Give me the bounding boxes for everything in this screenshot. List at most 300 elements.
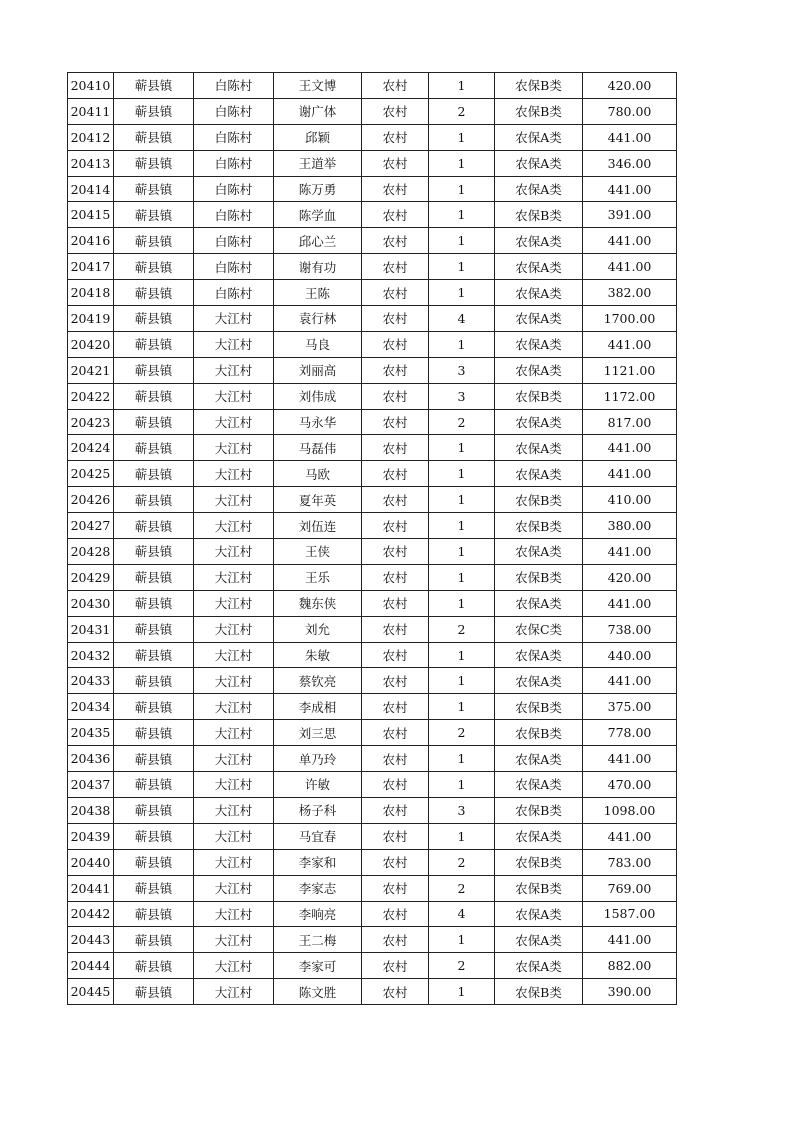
household-count-cell: 1 bbox=[429, 772, 495, 798]
insurance-category-cell: 农保A类 bbox=[495, 823, 583, 849]
amount-cell: 780.00 bbox=[583, 98, 677, 124]
serial-number-cell: 20444 bbox=[68, 953, 114, 979]
household-count-cell: 4 bbox=[429, 306, 495, 332]
table-row bbox=[68, 176, 677, 202]
table-row bbox=[68, 254, 677, 280]
area-type-cell: 农村 bbox=[362, 616, 429, 642]
household-count-cell: 1 bbox=[429, 202, 495, 228]
household-count-cell: 1 bbox=[429, 176, 495, 202]
household-count-cell: 1 bbox=[429, 927, 495, 953]
town-cell: 蕲县镇 bbox=[114, 616, 194, 642]
household-count-cell: 1 bbox=[429, 539, 495, 565]
name-cell: 李家志 bbox=[274, 875, 362, 901]
village-cell: 大江村 bbox=[194, 694, 274, 720]
name-cell: 王侠 bbox=[274, 539, 362, 565]
table-row bbox=[68, 383, 677, 409]
village-cell: 大江村 bbox=[194, 306, 274, 332]
amount-cell: 778.00 bbox=[583, 720, 677, 746]
town-cell: 蕲县镇 bbox=[114, 953, 194, 979]
household-count-cell: 1 bbox=[429, 254, 495, 280]
town-cell: 蕲县镇 bbox=[114, 823, 194, 849]
name-cell: 许敏 bbox=[274, 772, 362, 798]
serial-number-cell: 20424 bbox=[68, 435, 114, 461]
area-type-cell: 农村 bbox=[362, 849, 429, 875]
table-row bbox=[68, 849, 677, 875]
serial-number-cell: 20442 bbox=[68, 901, 114, 927]
area-type-cell: 农村 bbox=[362, 797, 429, 823]
household-count-cell: 1 bbox=[429, 435, 495, 461]
name-cell: 王乐 bbox=[274, 564, 362, 590]
insurance-category-cell: 农保A类 bbox=[495, 357, 583, 383]
insurance-category-cell: 农保A类 bbox=[495, 461, 583, 487]
town-cell: 蕲县镇 bbox=[114, 979, 194, 1005]
serial-number-cell: 20445 bbox=[68, 979, 114, 1005]
area-type-cell: 农村 bbox=[362, 487, 429, 513]
table-row bbox=[68, 280, 677, 306]
table-row bbox=[68, 409, 677, 435]
area-type-cell: 农村 bbox=[362, 979, 429, 1005]
table-row bbox=[68, 720, 677, 746]
insurance-category-cell: 农保A类 bbox=[495, 409, 583, 435]
household-count-cell: 1 bbox=[429, 150, 495, 176]
village-cell: 白陈村 bbox=[194, 176, 274, 202]
household-count-cell: 1 bbox=[429, 642, 495, 668]
insurance-category-cell: 农保B类 bbox=[495, 202, 583, 228]
amount-cell: 441.00 bbox=[583, 124, 677, 150]
household-count-cell: 1 bbox=[429, 746, 495, 772]
name-cell: 李响亮 bbox=[274, 901, 362, 927]
table-row bbox=[68, 642, 677, 668]
village-cell: 白陈村 bbox=[194, 124, 274, 150]
village-cell: 白陈村 bbox=[194, 280, 274, 306]
serial-number-cell: 20419 bbox=[68, 306, 114, 332]
serial-number-cell: 20427 bbox=[68, 513, 114, 539]
area-type-cell: 农村 bbox=[362, 331, 429, 357]
insurance-category-cell: 农保B类 bbox=[495, 797, 583, 823]
area-type-cell: 农村 bbox=[362, 875, 429, 901]
table-row bbox=[68, 616, 677, 642]
insurance-category-cell: 农保B类 bbox=[495, 875, 583, 901]
serial-number-cell: 20416 bbox=[68, 228, 114, 254]
amount-cell: 441.00 bbox=[583, 590, 677, 616]
insurance-category-cell: 农保A类 bbox=[495, 539, 583, 565]
serial-number-cell: 20429 bbox=[68, 564, 114, 590]
town-cell: 蕲县镇 bbox=[114, 513, 194, 539]
serial-number-cell: 20411 bbox=[68, 98, 114, 124]
name-cell: 邱颖 bbox=[274, 124, 362, 150]
insurance-category-cell: 农保C类 bbox=[495, 616, 583, 642]
records-table bbox=[67, 72, 677, 1005]
table-row bbox=[68, 357, 677, 383]
town-cell: 蕲县镇 bbox=[114, 668, 194, 694]
household-count-cell: 1 bbox=[429, 979, 495, 1005]
household-count-cell: 4 bbox=[429, 901, 495, 927]
insurance-category-cell: 农保B类 bbox=[495, 487, 583, 513]
area-type-cell: 农村 bbox=[362, 280, 429, 306]
table-row bbox=[68, 73, 677, 99]
table-row bbox=[68, 694, 677, 720]
insurance-category-cell: 农保B类 bbox=[495, 979, 583, 1005]
amount-cell: 817.00 bbox=[583, 409, 677, 435]
village-cell: 大江村 bbox=[194, 590, 274, 616]
records-table-body bbox=[68, 73, 677, 1005]
insurance-category-cell: 农保B类 bbox=[495, 383, 583, 409]
amount-cell: 440.00 bbox=[583, 642, 677, 668]
amount-cell: 382.00 bbox=[583, 280, 677, 306]
household-count-cell: 1 bbox=[429, 668, 495, 694]
town-cell: 蕲县镇 bbox=[114, 746, 194, 772]
amount-cell: 1172.00 bbox=[583, 383, 677, 409]
insurance-category-cell: 农保A类 bbox=[495, 306, 583, 332]
serial-number-cell: 20441 bbox=[68, 875, 114, 901]
area-type-cell: 农村 bbox=[362, 823, 429, 849]
area-type-cell: 农村 bbox=[362, 98, 429, 124]
name-cell: 马宜春 bbox=[274, 823, 362, 849]
village-cell: 大江村 bbox=[194, 331, 274, 357]
table-row bbox=[68, 797, 677, 823]
village-cell: 白陈村 bbox=[194, 228, 274, 254]
name-cell: 邱心兰 bbox=[274, 228, 362, 254]
household-count-cell: 1 bbox=[429, 280, 495, 306]
village-cell: 大江村 bbox=[194, 513, 274, 539]
table-row bbox=[68, 901, 677, 927]
amount-cell: 441.00 bbox=[583, 176, 677, 202]
town-cell: 蕲县镇 bbox=[114, 150, 194, 176]
name-cell: 刘允 bbox=[274, 616, 362, 642]
household-count-cell: 3 bbox=[429, 383, 495, 409]
village-cell: 大江村 bbox=[194, 409, 274, 435]
household-count-cell: 1 bbox=[429, 823, 495, 849]
village-cell: 大江村 bbox=[194, 901, 274, 927]
village-cell: 大江村 bbox=[194, 461, 274, 487]
area-type-cell: 农村 bbox=[362, 590, 429, 616]
name-cell: 陈文胜 bbox=[274, 979, 362, 1005]
household-count-cell: 2 bbox=[429, 720, 495, 746]
area-type-cell: 农村 bbox=[362, 746, 429, 772]
area-type-cell: 农村 bbox=[362, 927, 429, 953]
town-cell: 蕲县镇 bbox=[114, 901, 194, 927]
area-type-cell: 农村 bbox=[362, 409, 429, 435]
name-cell: 谢有功 bbox=[274, 254, 362, 280]
household-count-cell: 1 bbox=[429, 73, 495, 99]
insurance-category-cell: 农保A类 bbox=[495, 953, 583, 979]
amount-cell: 441.00 bbox=[583, 331, 677, 357]
village-cell: 白陈村 bbox=[194, 202, 274, 228]
amount-cell: 375.00 bbox=[583, 694, 677, 720]
village-cell: 大江村 bbox=[194, 746, 274, 772]
name-cell: 马永华 bbox=[274, 409, 362, 435]
serial-number-cell: 20433 bbox=[68, 668, 114, 694]
insurance-category-cell: 农保B类 bbox=[495, 849, 583, 875]
area-type-cell: 农村 bbox=[362, 254, 429, 280]
area-type-cell: 农村 bbox=[362, 772, 429, 798]
amount-cell: 882.00 bbox=[583, 953, 677, 979]
table-row bbox=[68, 927, 677, 953]
name-cell: 陈学血 bbox=[274, 202, 362, 228]
town-cell: 蕲县镇 bbox=[114, 176, 194, 202]
table-row bbox=[68, 875, 677, 901]
insurance-category-cell: 农保A类 bbox=[495, 150, 583, 176]
amount-cell: 1121.00 bbox=[583, 357, 677, 383]
insurance-category-cell: 农保A类 bbox=[495, 228, 583, 254]
area-type-cell: 农村 bbox=[362, 435, 429, 461]
name-cell: 王二梅 bbox=[274, 927, 362, 953]
household-count-cell: 2 bbox=[429, 98, 495, 124]
village-cell: 大江村 bbox=[194, 979, 274, 1005]
village-cell: 白陈村 bbox=[194, 73, 274, 99]
table-row bbox=[68, 772, 677, 798]
town-cell: 蕲县镇 bbox=[114, 797, 194, 823]
insurance-category-cell: 农保B类 bbox=[495, 513, 583, 539]
insurance-category-cell: 农保A类 bbox=[495, 746, 583, 772]
town-cell: 蕲县镇 bbox=[114, 383, 194, 409]
serial-number-cell: 20413 bbox=[68, 150, 114, 176]
amount-cell: 1098.00 bbox=[583, 797, 677, 823]
name-cell: 袁行林 bbox=[274, 306, 362, 332]
table-row bbox=[68, 668, 677, 694]
name-cell: 李家和 bbox=[274, 849, 362, 875]
village-cell: 大江村 bbox=[194, 875, 274, 901]
serial-number-cell: 20436 bbox=[68, 746, 114, 772]
insurance-category-cell: 农保A类 bbox=[495, 642, 583, 668]
insurance-category-cell: 农保A类 bbox=[495, 590, 583, 616]
name-cell: 魏东侠 bbox=[274, 590, 362, 616]
town-cell: 蕲县镇 bbox=[114, 875, 194, 901]
village-cell: 大江村 bbox=[194, 797, 274, 823]
amount-cell: 1700.00 bbox=[583, 306, 677, 332]
amount-cell: 441.00 bbox=[583, 823, 677, 849]
area-type-cell: 农村 bbox=[362, 176, 429, 202]
town-cell: 蕲县镇 bbox=[114, 927, 194, 953]
amount-cell: 441.00 bbox=[583, 746, 677, 772]
village-cell: 大江村 bbox=[194, 927, 274, 953]
town-cell: 蕲县镇 bbox=[114, 254, 194, 280]
insurance-category-cell: 农保A类 bbox=[495, 254, 583, 280]
name-cell: 王道举 bbox=[274, 150, 362, 176]
household-count-cell: 1 bbox=[429, 590, 495, 616]
serial-number-cell: 20410 bbox=[68, 73, 114, 99]
town-cell: 蕲县镇 bbox=[114, 720, 194, 746]
table-row bbox=[68, 98, 677, 124]
household-count-cell: 1 bbox=[429, 331, 495, 357]
name-cell: 马欧 bbox=[274, 461, 362, 487]
insurance-category-cell: 农保A类 bbox=[495, 772, 583, 798]
village-cell: 大江村 bbox=[194, 357, 274, 383]
serial-number-cell: 20437 bbox=[68, 772, 114, 798]
amount-cell: 441.00 bbox=[583, 254, 677, 280]
serial-number-cell: 20435 bbox=[68, 720, 114, 746]
household-count-cell: 2 bbox=[429, 953, 495, 979]
name-cell: 杨子科 bbox=[274, 797, 362, 823]
table-row bbox=[68, 306, 677, 332]
insurance-category-cell: 农保A类 bbox=[495, 927, 583, 953]
area-type-cell: 农村 bbox=[362, 668, 429, 694]
name-cell: 谢广体 bbox=[274, 98, 362, 124]
table-row bbox=[68, 823, 677, 849]
household-count-cell: 3 bbox=[429, 797, 495, 823]
serial-number-cell: 20426 bbox=[68, 487, 114, 513]
village-cell: 大江村 bbox=[194, 383, 274, 409]
amount-cell: 769.00 bbox=[583, 875, 677, 901]
insurance-category-cell: 农保B类 bbox=[495, 694, 583, 720]
table-row bbox=[68, 590, 677, 616]
village-cell: 大江村 bbox=[194, 435, 274, 461]
table-row bbox=[68, 202, 677, 228]
serial-number-cell: 20432 bbox=[68, 642, 114, 668]
serial-number-cell: 20440 bbox=[68, 849, 114, 875]
town-cell: 蕲县镇 bbox=[114, 331, 194, 357]
town-cell: 蕲县镇 bbox=[114, 435, 194, 461]
village-cell: 大江村 bbox=[194, 487, 274, 513]
amount-cell: 441.00 bbox=[583, 228, 677, 254]
insurance-category-cell: 农保A类 bbox=[495, 668, 583, 694]
town-cell: 蕲县镇 bbox=[114, 98, 194, 124]
amount-cell: 441.00 bbox=[583, 461, 677, 487]
town-cell: 蕲县镇 bbox=[114, 461, 194, 487]
area-type-cell: 农村 bbox=[362, 642, 429, 668]
area-type-cell: 农村 bbox=[362, 357, 429, 383]
town-cell: 蕲县镇 bbox=[114, 306, 194, 332]
name-cell: 王文博 bbox=[274, 73, 362, 99]
serial-number-cell: 20417 bbox=[68, 254, 114, 280]
village-cell: 大江村 bbox=[194, 849, 274, 875]
town-cell: 蕲县镇 bbox=[114, 772, 194, 798]
table-row bbox=[68, 228, 677, 254]
town-cell: 蕲县镇 bbox=[114, 124, 194, 150]
amount-cell: 346.00 bbox=[583, 150, 677, 176]
serial-number-cell: 20422 bbox=[68, 383, 114, 409]
serial-number-cell: 20425 bbox=[68, 461, 114, 487]
household-count-cell: 1 bbox=[429, 461, 495, 487]
village-cell: 大江村 bbox=[194, 616, 274, 642]
amount-cell: 1587.00 bbox=[583, 901, 677, 927]
area-type-cell: 农村 bbox=[362, 539, 429, 565]
name-cell: 王陈 bbox=[274, 280, 362, 306]
village-cell: 白陈村 bbox=[194, 150, 274, 176]
village-cell: 大江村 bbox=[194, 720, 274, 746]
town-cell: 蕲县镇 bbox=[114, 228, 194, 254]
serial-number-cell: 20418 bbox=[68, 280, 114, 306]
amount-cell: 470.00 bbox=[583, 772, 677, 798]
serial-number-cell: 20443 bbox=[68, 927, 114, 953]
name-cell: 李家可 bbox=[274, 953, 362, 979]
table-row bbox=[68, 331, 677, 357]
name-cell: 马良 bbox=[274, 331, 362, 357]
town-cell: 蕲县镇 bbox=[114, 357, 194, 383]
table-row bbox=[68, 124, 677, 150]
area-type-cell: 农村 bbox=[362, 150, 429, 176]
name-cell: 蔡钦亮 bbox=[274, 668, 362, 694]
serial-number-cell: 20428 bbox=[68, 539, 114, 565]
insurance-category-cell: 农保B类 bbox=[495, 720, 583, 746]
serial-number-cell: 20412 bbox=[68, 124, 114, 150]
area-type-cell: 农村 bbox=[362, 73, 429, 99]
area-type-cell: 农村 bbox=[362, 461, 429, 487]
serial-number-cell: 20415 bbox=[68, 202, 114, 228]
insurance-category-cell: 农保B类 bbox=[495, 564, 583, 590]
insurance-category-cell: 农保A类 bbox=[495, 901, 583, 927]
amount-cell: 390.00 bbox=[583, 979, 677, 1005]
household-count-cell: 1 bbox=[429, 228, 495, 254]
insurance-category-cell: 农保A类 bbox=[495, 124, 583, 150]
insurance-category-cell: 农保A类 bbox=[495, 435, 583, 461]
serial-number-cell: 20414 bbox=[68, 176, 114, 202]
amount-cell: 441.00 bbox=[583, 435, 677, 461]
town-cell: 蕲县镇 bbox=[114, 487, 194, 513]
insurance-category-cell: 农保A类 bbox=[495, 280, 583, 306]
area-type-cell: 农村 bbox=[362, 306, 429, 332]
serial-number-cell: 20421 bbox=[68, 357, 114, 383]
name-cell: 刘三思 bbox=[274, 720, 362, 746]
amount-cell: 441.00 bbox=[583, 539, 677, 565]
table-row bbox=[68, 513, 677, 539]
name-cell: 刘丽高 bbox=[274, 357, 362, 383]
town-cell: 蕲县镇 bbox=[114, 564, 194, 590]
area-type-cell: 农村 bbox=[362, 228, 429, 254]
serial-number-cell: 20439 bbox=[68, 823, 114, 849]
household-count-cell: 3 bbox=[429, 357, 495, 383]
amount-cell: 410.00 bbox=[583, 487, 677, 513]
serial-number-cell: 20430 bbox=[68, 590, 114, 616]
town-cell: 蕲县镇 bbox=[114, 280, 194, 306]
household-count-cell: 2 bbox=[429, 849, 495, 875]
village-cell: 大江村 bbox=[194, 539, 274, 565]
name-cell: 马磊伟 bbox=[274, 435, 362, 461]
amount-cell: 391.00 bbox=[583, 202, 677, 228]
area-type-cell: 农村 bbox=[362, 720, 429, 746]
table-row bbox=[68, 461, 677, 487]
area-type-cell: 农村 bbox=[362, 694, 429, 720]
serial-number-cell: 20423 bbox=[68, 409, 114, 435]
serial-number-cell: 20420 bbox=[68, 331, 114, 357]
town-cell: 蕲县镇 bbox=[114, 590, 194, 616]
serial-number-cell: 20431 bbox=[68, 616, 114, 642]
insurance-category-cell: 农保A类 bbox=[495, 331, 583, 357]
serial-number-cell: 20438 bbox=[68, 797, 114, 823]
insurance-category-cell: 农保B类 bbox=[495, 73, 583, 99]
household-count-cell: 2 bbox=[429, 616, 495, 642]
household-count-cell: 1 bbox=[429, 694, 495, 720]
table-row bbox=[68, 746, 677, 772]
insurance-category-cell: 农保B类 bbox=[495, 98, 583, 124]
area-type-cell: 农村 bbox=[362, 513, 429, 539]
village-cell: 大江村 bbox=[194, 953, 274, 979]
town-cell: 蕲县镇 bbox=[114, 539, 194, 565]
amount-cell: 441.00 bbox=[583, 927, 677, 953]
table-row bbox=[68, 564, 677, 590]
table-row bbox=[68, 979, 677, 1005]
village-cell: 大江村 bbox=[194, 823, 274, 849]
household-count-cell: 2 bbox=[429, 875, 495, 901]
town-cell: 蕲县镇 bbox=[114, 73, 194, 99]
table-row bbox=[68, 953, 677, 979]
household-count-cell: 2 bbox=[429, 409, 495, 435]
town-cell: 蕲县镇 bbox=[114, 409, 194, 435]
area-type-cell: 农村 bbox=[362, 953, 429, 979]
household-count-cell: 1 bbox=[429, 487, 495, 513]
village-cell: 大江村 bbox=[194, 668, 274, 694]
table-row bbox=[68, 435, 677, 461]
table-row bbox=[68, 487, 677, 513]
amount-cell: 420.00 bbox=[583, 73, 677, 99]
village-cell: 大江村 bbox=[194, 772, 274, 798]
table-row bbox=[68, 150, 677, 176]
area-type-cell: 农村 bbox=[362, 383, 429, 409]
village-cell: 白陈村 bbox=[194, 98, 274, 124]
town-cell: 蕲县镇 bbox=[114, 849, 194, 875]
amount-cell: 738.00 bbox=[583, 616, 677, 642]
village-cell: 大江村 bbox=[194, 642, 274, 668]
